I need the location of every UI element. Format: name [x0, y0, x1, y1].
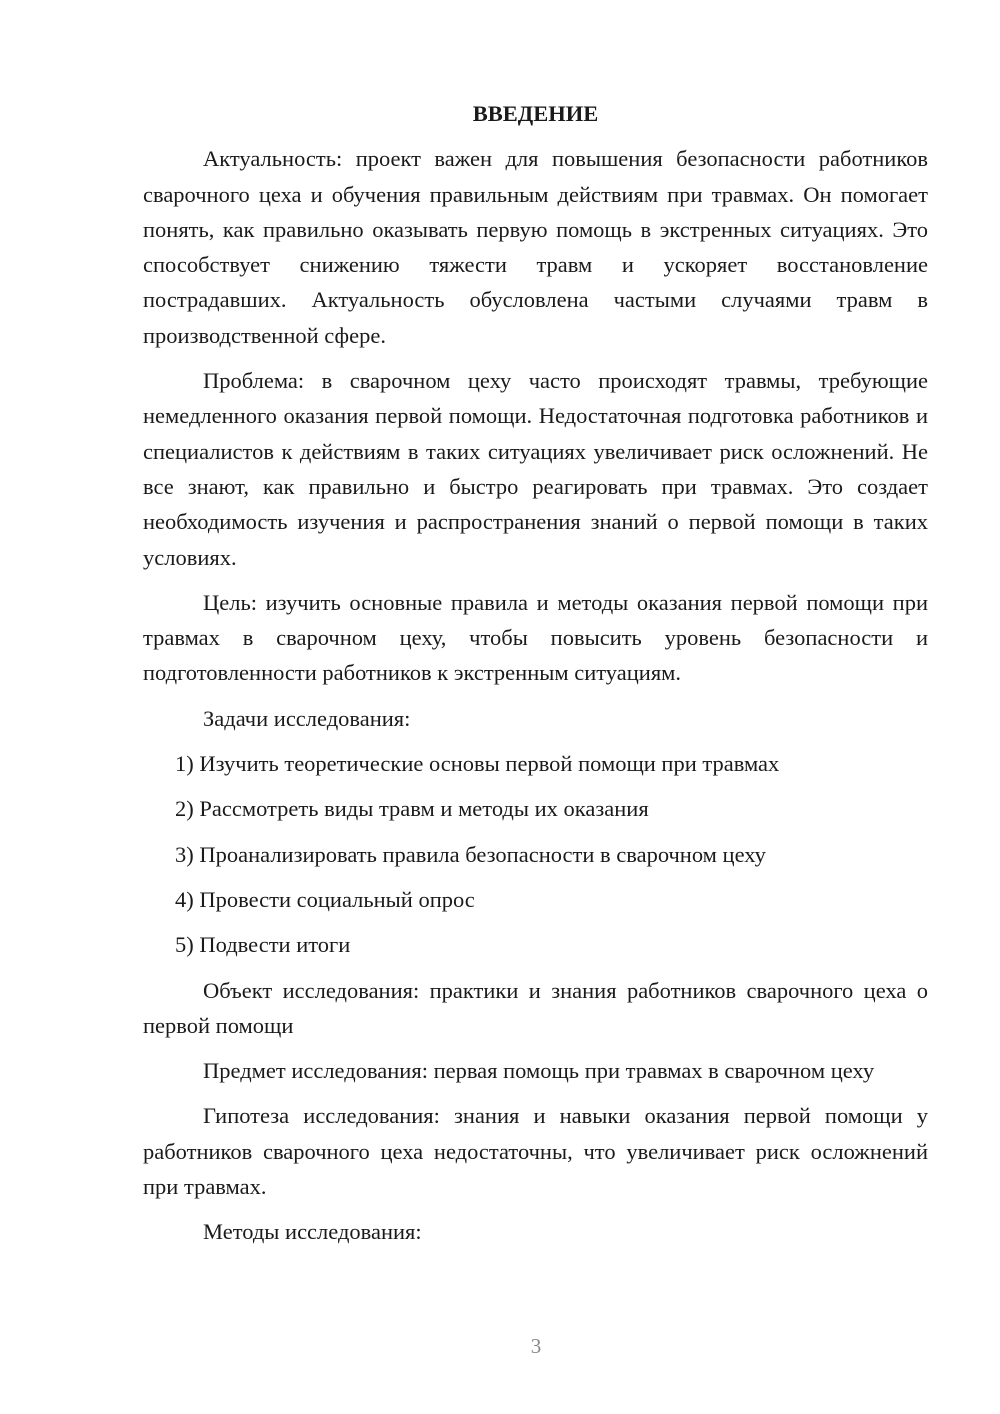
- problem-paragraph: Проблема: в сварочном цеху часто происходят травмы, требующие немедленного оказания первой помощи. Недостаточная подготовка работников и специалистов к действиям в таких ситуациях увеличивает риск осложнений. Не все знают, как правильно и быстро реагировать при травмах. Это создает необходимость изучения и распространения знаний о первой помощи в таких условиях.: [143, 368, 928, 570]
- section-title: ВВЕДЕНИЕ: [472, 101, 599, 126]
- goal-paragraph: Цель: изучить основные правила и методы оказания первой помощи при травмах в сварочном цеху, чтобы повысить уровень безопасности и подготовленности работников к экстренным ситуациям.: [143, 589, 928, 686]
- subject-paragraph: Предмет исследования: первая помощь при травмах в сварочном цеху: [203, 1058, 875, 1084]
- tasks-list: [143, 746, 928, 962]
- page-number: 3: [530, 1334, 542, 1358]
- hypothesis-paragraph: Гипотеза исследования: знания и навыки оказания первой помощи у работников сварочного цеха недостаточны, что увеличивает риск осложнений при травмах.: [143, 1103, 928, 1200]
- list-item: 5) Подвести итоги: [175, 932, 351, 958]
- tasks-heading: Задачи исследования:: [203, 705, 411, 731]
- list-item: 3) Проанализировать правила безопасности в сварочном цеху: [175, 841, 766, 867]
- page-content: [143, 96, 928, 1260]
- relevance-paragraph: Актуальность: проект важен для повышения безопасности работников сварочного цеха и обучения правильным действиям при травмах. Он помогает понять, как правильно оказывать первую помощь в экстренных ситуациях. Это способствует снижению тяжести травм и ускоряет восстановление пострадавших. Актуальность обусловлена частыми случаями травм в производственной сфере.: [143, 146, 928, 348]
- object-paragraph: Объект исследования: практики и знания работников сварочного цеха о первой помощи: [143, 977, 928, 1038]
- list-item: 1) Изучить теоретические основы первой помощи при травмах: [175, 751, 780, 777]
- list-item: 2) Рассмотреть виды травм и методы их оказания: [175, 796, 649, 822]
- methods-heading: Методы исследования:: [203, 1219, 422, 1245]
- list-item: 4) Провести социальный опрос: [175, 886, 475, 912]
